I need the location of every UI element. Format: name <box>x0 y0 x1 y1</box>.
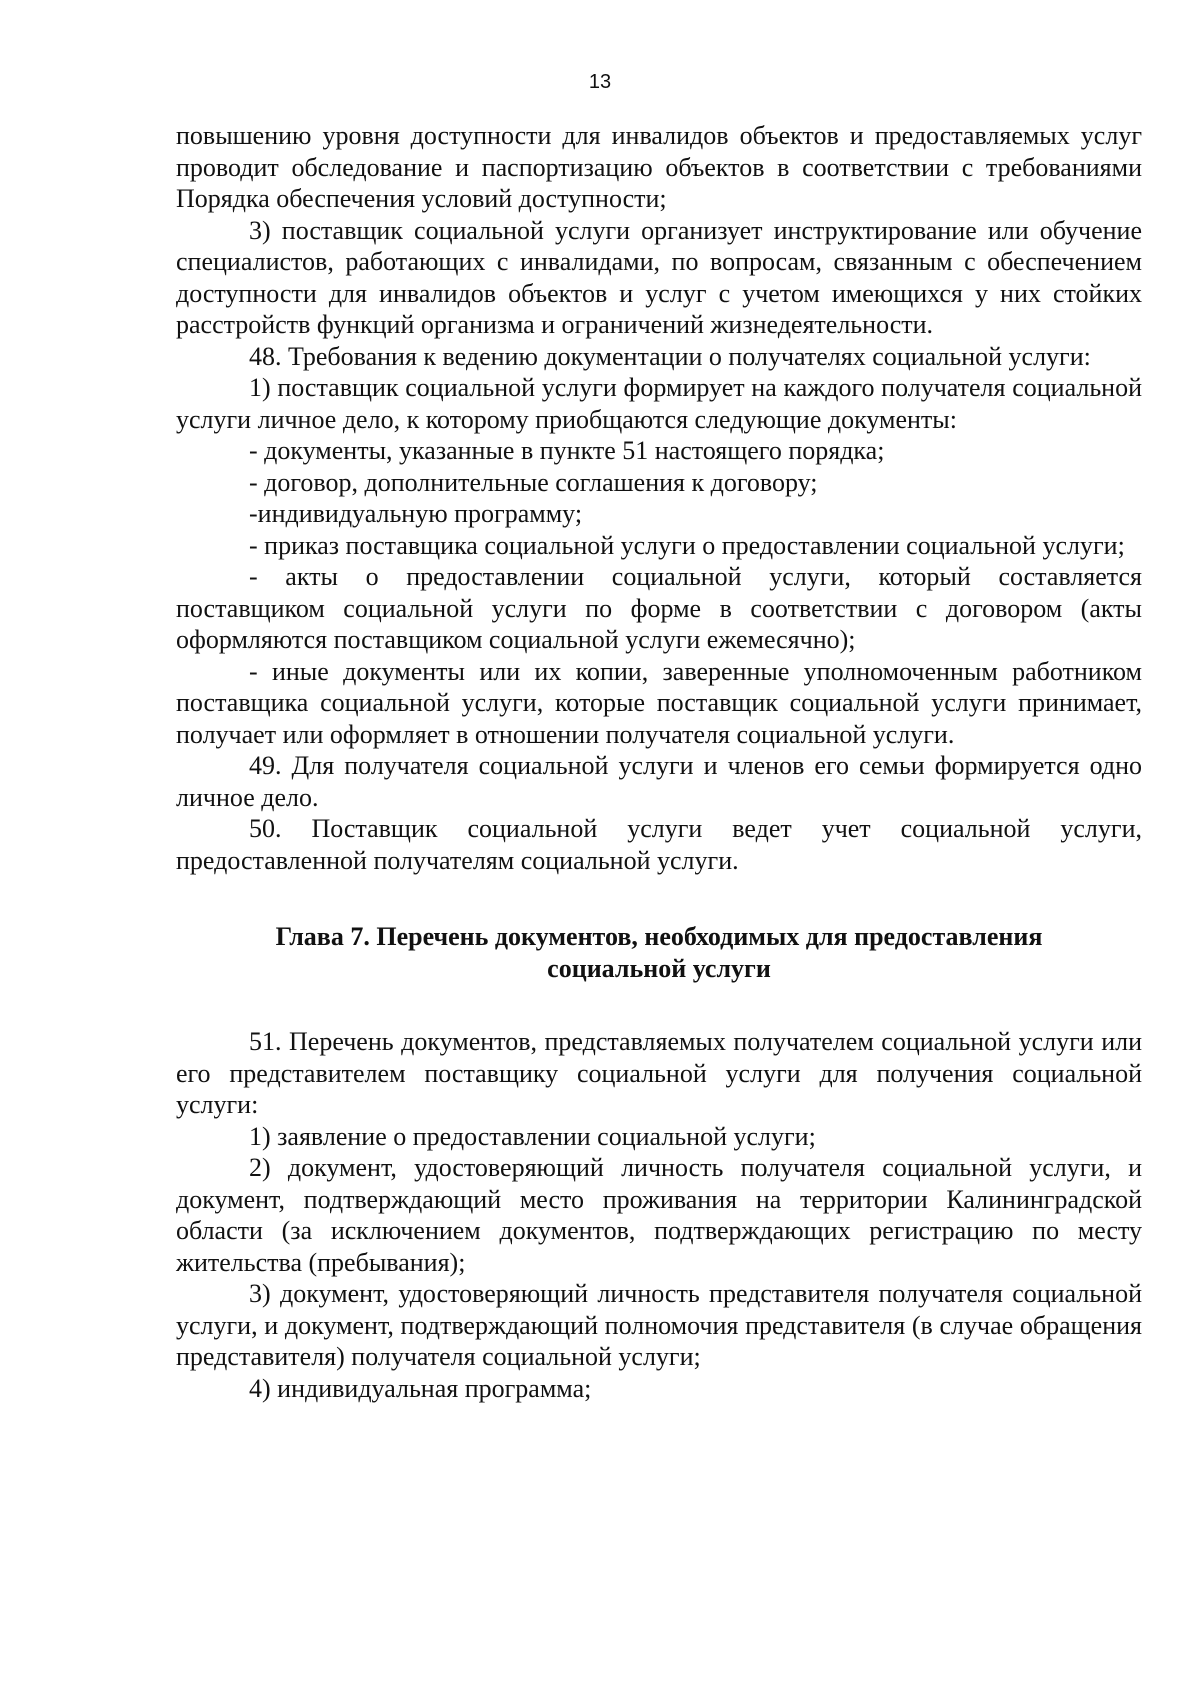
list-item: - приказ поставщика социальной услуги о предоставлении социальной услуги; <box>249 530 1125 560</box>
paragraph-item-3: 3) поставщик социальной услуги организует инструктирование или обучение специалистов, работающих с инвалидами, по вопросам, связанным с обеспечением доступности для инвалидов объектов и услуг с учетом имеющихся у них стойких расстройств функций организма и ограничений жизнедеятельности. <box>176 215 1142 339</box>
paragraph-continuation: повышению уровня доступности для инвалидов объектов и предоставляемых услуг проводит обследование и паспортизацию объектов в соответствии с требованиями Порядка обеспечения условий доступности; <box>176 121 1142 213</box>
list-item: -индивидуальную программу; <box>249 499 583 528</box>
paragraph-50: 50. Поставщик социальной услуги ведет учет социальной услуги, предоставленной получателям социальной услуги. <box>176 814 1142 875</box>
document-body <box>176 120 1142 1404</box>
paragraph-51: 51. Перечень документов, представляемых получателем социальной услуги или его представителем поставщику социальной услуги для получения социальной услуги: <box>176 1027 1142 1119</box>
list-item: - документы, указанные в пункте 51 настоящего порядка; <box>249 436 885 465</box>
page-number: 13 <box>588 71 612 93</box>
list-item: - договор, дополнительные соглашения к договору; <box>249 467 818 497</box>
paragraph-51-item-1: 1) заявление о предоставлении социальной услуги; <box>249 1121 816 1151</box>
paragraph-51-item-3: 3) документ, удостоверяющий личность представителя получателя социальной услуги, и документ, подтверждающий полномочия представителя (в случае обращения представителя) получателя социальной услуги; <box>176 1279 1142 1371</box>
chapter-heading-line-2: социальной услуги <box>547 953 771 983</box>
chapter-heading <box>176 921 1142 984</box>
paragraph-51-item-4: 4) индивидуальная программа; <box>249 1373 592 1403</box>
paragraph-51-item-2: 2) документ, удостоверяющий личность получателя социальной услуги, и документ, подтверждающий место проживания на территории Калининградской области (за исключением документов, подтверждающих регистрацию по месту жительства (пребывания); <box>176 1153 1142 1277</box>
paragraph-48-item-1: 1) поставщик социальной услуги формирует на каждого получателя социальной услуги личное дело, к которому приобщаются следующие документы: <box>176 373 1142 434</box>
paragraph-48: 48. Требования к ведению документации о получателях социальной услуги: <box>249 341 1091 371</box>
list-item: - иные документы или их копии, заверенные уполномоченным работником поставщика социальной услуги, которые поставщик социальной услуги принимает, получает или оформляет в отношении получателя социальной услуги. <box>176 656 1142 749</box>
list-item: - акты о предоставлении социальной услуги, который составляется поставщиком социальной услуги по форме в соответствии с договором (акты оформляются поставщиком социальной услуги ежемесячно); <box>176 562 1142 654</box>
paragraph-49: 49. Для получателя социальной услуги и членов его семьи формируется одно личное дело. <box>176 751 1142 812</box>
chapter-heading-line-1: Глава 7. Перечень документов, необходимых для предоставления <box>275 922 1043 951</box>
